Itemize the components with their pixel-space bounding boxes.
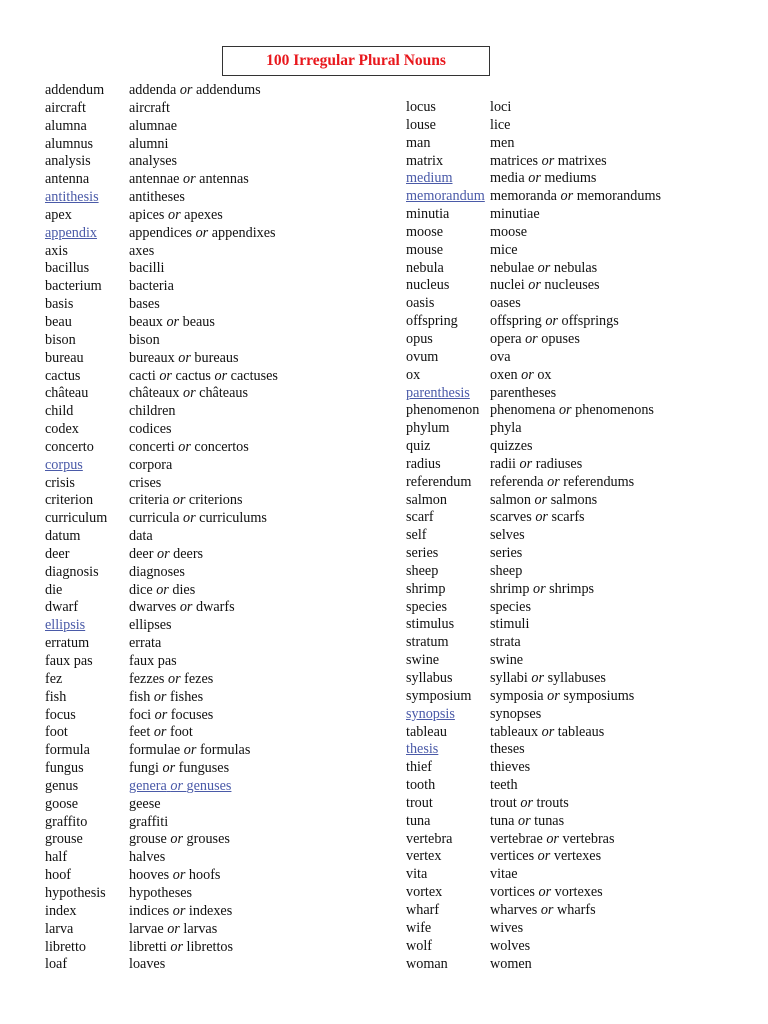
singular-word: fez	[45, 670, 63, 687]
plural-word: vertices or vertexes	[490, 848, 602, 865]
singular-word: genus	[45, 777, 79, 794]
plural-word: châteaux or châteaus	[129, 385, 248, 402]
plural-word: wolves	[490, 937, 531, 954]
plural-word: selves	[490, 527, 525, 544]
singular-word: wife	[406, 919, 432, 936]
plural-word: concerti or concertos	[129, 438, 249, 455]
singular-word: vortex	[406, 884, 443, 901]
singular-word: basis	[45, 296, 74, 313]
singular-word: thief	[406, 759, 432, 776]
plural-word: radii or radiuses	[490, 455, 583, 472]
plural-word: fish or fishes	[129, 688, 204, 705]
plural-word: referenda or referendums	[490, 473, 635, 490]
singular-word: codex	[45, 421, 79, 438]
singular-link[interactable]: synopsis	[406, 705, 455, 722]
plural-word: swine	[490, 652, 524, 669]
plural-word: foci or focuses	[129, 706, 214, 723]
plural-word: hooves or hoofs	[129, 867, 221, 884]
plural-word: beaux or beaus	[129, 313, 215, 330]
singular-word: goose	[45, 795, 79, 812]
plural-word: addenda or addendums	[129, 82, 261, 98]
singular-word: locus	[406, 99, 436, 115]
plural-word: opera or opuses	[490, 330, 580, 347]
plural-word: nebulae or nebulas	[490, 259, 598, 276]
singular-word: bison	[45, 331, 76, 348]
plural-word: moose	[490, 223, 528, 240]
plural-word: alumnae	[129, 117, 178, 134]
singular-word: dwarf	[45, 599, 79, 616]
singular-word: loaf	[45, 956, 68, 973]
plural-word: indices or indexes	[129, 902, 233, 919]
singular-word: antenna	[45, 171, 90, 188]
singular-word: erratum	[45, 635, 90, 652]
singular-word: minutia	[406, 206, 450, 223]
singular-word: radius	[406, 455, 441, 472]
singular-word: concerto	[45, 438, 94, 455]
plural-word: tableaux or tableaus	[490, 723, 605, 740]
singular-word: moose	[406, 223, 444, 240]
singular-link[interactable]: corpus	[45, 456, 83, 473]
plural-word: women	[490, 955, 532, 972]
plural-word: phenomena or phenomenons	[490, 402, 654, 419]
plural-word: crises	[129, 474, 162, 491]
plural-word: thieves	[490, 759, 531, 776]
singular-link[interactable]: parenthesis	[406, 384, 470, 401]
singular-word: scarf	[406, 509, 434, 526]
plural-word: dwarves or dwarfs	[129, 599, 235, 616]
plural-word: axes	[129, 242, 155, 259]
singular-word: bacillus	[45, 260, 90, 277]
singular-word: château	[45, 385, 89, 402]
plural-word: appendices or appendixes	[129, 224, 276, 241]
plural-word: memoranda or memorandums	[490, 188, 662, 205]
singular-word: referendum	[406, 473, 472, 490]
plural-link[interactable]: genera or genuses	[129, 777, 232, 794]
singular-word: syllabus	[406, 670, 453, 686]
singular-word: foot	[45, 724, 68, 741]
plural-word: wharves or wharfs	[490, 901, 596, 918]
plural-word: feet or foot	[129, 724, 193, 741]
plural-word: ova	[490, 348, 511, 365]
singular-word: symposium	[406, 687, 472, 704]
singular-word: sheep	[406, 562, 439, 579]
singular-word: child	[45, 403, 74, 420]
singular-word: beau	[45, 313, 72, 330]
singular-word: species	[406, 598, 447, 615]
plural-word: shrimp or shrimps	[490, 580, 595, 597]
singular-word: graffito	[45, 813, 88, 830]
singular-word: wharf	[406, 901, 440, 918]
singular-word: alumna	[45, 117, 87, 134]
singular-word: hypothesis	[45, 884, 106, 901]
singular-word: aircraft	[45, 99, 86, 116]
singular-word: woman	[406, 955, 448, 972]
plural-word: stimuli	[490, 616, 530, 633]
singular-link[interactable]: thesis	[406, 741, 439, 758]
plural-word: loaves	[129, 956, 166, 973]
plural-word: vortices or vortexes	[490, 884, 603, 901]
singular-word: man	[406, 134, 431, 151]
singular-link[interactable]: memorandum	[406, 188, 485, 205]
plural-word: dice or dies	[129, 581, 196, 598]
singular-word: larva	[45, 920, 74, 937]
plural-word: vitae	[490, 866, 518, 883]
singular-link[interactable]: antithesis	[45, 189, 99, 206]
plural-word: offspring or offsprings	[490, 313, 619, 330]
singular-word: mouse	[406, 241, 444, 258]
singular-word: datum	[45, 528, 81, 545]
plural-word: halves	[129, 849, 166, 866]
singular-word: wolf	[406, 937, 433, 954]
singular-word: phylum	[406, 420, 450, 437]
plural-word: matrices or matrixes	[490, 152, 607, 169]
singular-word: fungus	[45, 760, 84, 777]
plural-word: curricula or curriculums	[129, 510, 267, 527]
singular-word: bureau	[45, 349, 84, 366]
plural-word: parentheses	[490, 384, 557, 401]
singular-word: tuna	[406, 812, 431, 829]
plural-word: series	[490, 545, 523, 562]
singular-word: apex	[45, 206, 72, 223]
plural-word: theses	[490, 741, 525, 758]
singular-word: ovum	[406, 348, 439, 365]
plural-word: nuclei or nucleuses	[490, 277, 600, 294]
singular-word: analysis	[45, 153, 91, 170]
plural-word: lice	[490, 116, 511, 133]
singular-word: index	[45, 902, 77, 919]
singular-word: libretto	[45, 938, 86, 955]
plural-word: mice	[490, 241, 518, 258]
plural-word: syllabi or syllabuses	[490, 670, 606, 686]
plural-word: bison	[129, 331, 160, 348]
plural-word: vertebrae or vertebras	[490, 830, 615, 847]
plural-word: graffiti	[129, 813, 169, 830]
singular-word: faux pas	[45, 653, 93, 669]
singular-word: axis	[45, 242, 68, 259]
singular-link[interactable]: appendix	[45, 224, 98, 241]
plural-word: analyses	[129, 153, 178, 170]
singular-word: ox	[406, 366, 421, 383]
singular-word: offspring	[406, 313, 458, 330]
singular-word: self	[406, 527, 427, 544]
singular-word: fish	[45, 688, 67, 705]
singular-word: grouse	[45, 831, 83, 848]
page-title: 100 Irregular Plural Nouns	[222, 46, 490, 76]
plural-word: media or mediums	[490, 170, 597, 187]
plural-word: tuna or tunas	[490, 812, 565, 829]
plural-word: loci	[490, 99, 512, 115]
plural-word: geese	[129, 795, 161, 812]
plural-word: scarves or scarfs	[490, 509, 585, 526]
singular-word: oasis	[406, 295, 435, 312]
singular-word: focus	[45, 706, 76, 723]
plural-word: antitheses	[129, 189, 185, 206]
plural-word: bureaux or bureaus	[129, 349, 239, 366]
singular-word: matrix	[406, 152, 444, 169]
plural-word: species	[490, 598, 531, 615]
plural-word: criteria or criterions	[129, 492, 243, 509]
singular-link[interactable]: medium	[406, 170, 453, 187]
singular-word: salmon	[406, 491, 447, 508]
plural-word: grouse or grouses	[129, 831, 230, 848]
singular-word: die	[45, 581, 63, 598]
singular-word: louse	[406, 116, 436, 133]
plural-word: salmon or salmons	[490, 491, 598, 508]
singular-word: criterion	[45, 492, 94, 509]
plural-word: antennae or antennas	[129, 171, 249, 188]
plural-word: diagnoses	[129, 563, 185, 580]
plural-word: quizzes	[490, 438, 533, 455]
plural-word: larvae or larvas	[129, 920, 218, 937]
singular-word: vertex	[406, 848, 442, 865]
singular-link[interactable]: ellipsis	[45, 617, 86, 634]
plural-word: alumni	[129, 135, 169, 152]
plural-word: oases	[490, 295, 521, 312]
plural-word: fezzes or fezes	[129, 670, 214, 687]
plural-word: oxen or ox	[490, 366, 552, 383]
singular-word: bacterium	[45, 278, 102, 295]
plural-word: faux pas	[129, 653, 177, 669]
plural-word: bacteria	[129, 278, 174, 295]
plural-word: aircraft	[129, 99, 170, 116]
singular-word: curriculum	[45, 510, 108, 527]
plural-word: strata	[490, 634, 521, 651]
singular-word: vertebra	[406, 830, 453, 847]
plural-word: deer or deers	[129, 545, 204, 562]
singular-word: phenomenon	[406, 402, 480, 419]
singular-word: diagnosis	[45, 563, 99, 580]
plural-word: formulae or formulas	[129, 742, 251, 759]
singular-word: crisis	[45, 474, 75, 491]
singular-word: nebula	[406, 259, 444, 276]
singular-word: quiz	[406, 438, 431, 455]
singular-word: hoof	[45, 867, 72, 884]
plural-word: codices	[129, 421, 172, 438]
singular-word: cactus	[45, 367, 81, 384]
singular-word: opus	[406, 330, 433, 347]
plural-word: corpora	[129, 456, 173, 473]
singular-word: tableau	[406, 723, 447, 740]
singular-word: series	[406, 545, 439, 562]
singular-word: deer	[45, 545, 70, 562]
singular-word: trout	[406, 794, 433, 811]
plural-word: ellipses	[129, 617, 172, 634]
plural-word: synopses	[490, 705, 542, 722]
plural-word: data	[129, 528, 153, 545]
plural-word: phyla	[490, 420, 522, 437]
singular-word: vita	[406, 866, 428, 883]
plural-word: hypotheses	[129, 884, 193, 901]
singular-word: stimulus	[406, 616, 455, 633]
plural-word: symposia or symposiums	[490, 687, 635, 704]
plural-word: minutiae	[490, 206, 540, 223]
plural-word: children	[129, 403, 176, 420]
singular-word: formula	[45, 742, 90, 759]
singular-word: addendum	[45, 82, 105, 98]
singular-word: alumnus	[45, 135, 94, 152]
plural-word: sheep	[490, 562, 523, 579]
singular-word: nucleus	[406, 277, 450, 294]
plural-word: wives	[490, 919, 524, 936]
plural-word: fungi or funguses	[129, 760, 230, 777]
singular-word: tooth	[406, 777, 436, 794]
plural-word: teeth	[490, 777, 518, 794]
singular-word: swine	[406, 652, 440, 669]
plural-word: bases	[129, 296, 160, 313]
plural-word: men	[490, 134, 515, 151]
plural-word: cacti or cactus or cactuses	[129, 367, 278, 384]
singular-word: shrimp	[406, 580, 446, 597]
plural-word: errata	[129, 635, 162, 652]
plural-word: bacilli	[129, 260, 165, 277]
singular-word: stratum	[406, 634, 449, 651]
plural-word: apices or apexes	[129, 206, 223, 223]
plural-word: trout or trouts	[490, 794, 569, 811]
singular-word: half	[45, 849, 68, 866]
plural-word: libretti or librettos	[129, 938, 234, 955]
